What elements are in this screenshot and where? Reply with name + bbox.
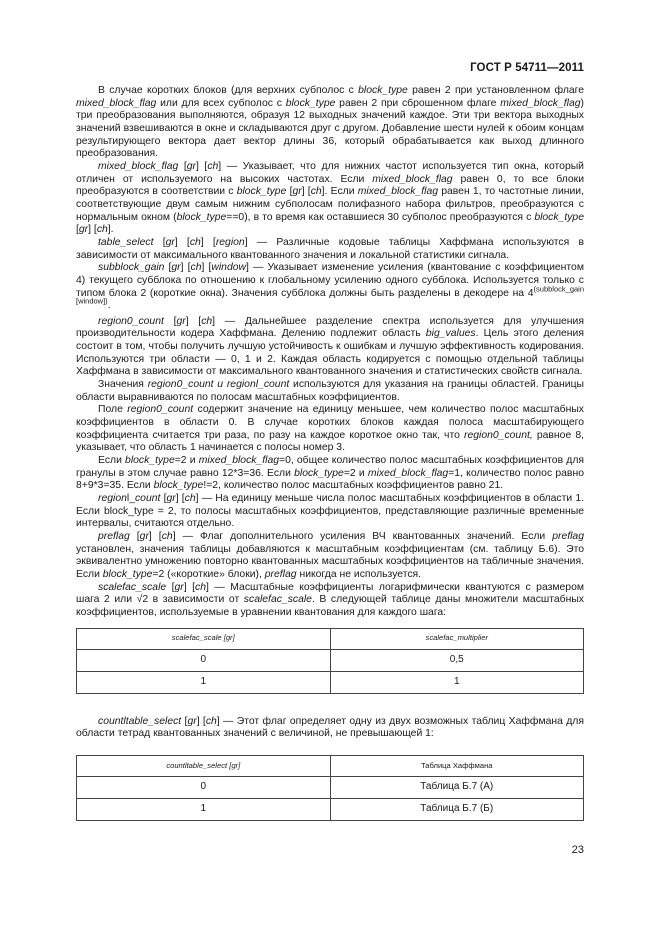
paragraph: В случае коротких блоков (для верхних субполос с block_type равен 2 при установленном флаге mixed_block_flag или для всех субполос с block_type равен 2 при сброшенном флаге mixed_block_flag) три преобразования выполняются, образуя 12 выходных значений каждое. Эти три вектора выходных значений взвешиваются в окне и складываются друг с другом. Добавление шести нулей к обоим концам результирующего вектора дает вектор длины 36, который обрабатывается как выход длинного преобразования. <box>76 85 585 160</box>
table-header-cell: scalefac_scale [gr] <box>77 628 331 649</box>
page-number: 23 <box>571 844 584 856</box>
paragraph: Если block_type=2 и mixed_block_flag=0, общее количество полос масштабных коэффициентов для гранулы в этом случае равно 12*3=36. Если block_type=2 и mixed_block_flag=1, количество полос равно 8+9*3=35. Если block_type!=2, количество полос масштабных коэффициентов равно 21. <box>76 455 585 492</box>
table-header-cell: Таблица Хаффмана <box>330 755 584 776</box>
table-row <box>77 798 584 820</box>
document-body <box>76 85 584 821</box>
paragraph: region0_count [gr] [ch] — Дальнейшее разделение спектра используется для улучшения производительности кодера Хаффмана. Делению подлежит область big_values. Цель этого деления состоит в том, чтобы получить лучшую устойчивость к ошибкам и лучшую эффективность кодирования. Используются три области — 0, 1 и 2. Каждая область кодируется с помощью отдельной таблицы Хаффмана в зависимости от максимального квантованного значения и статистических свойств сигнала. <box>76 315 584 378</box>
count1-table-select-paragraph: countltable_select [gr] [ch] — Этот флаг определяет одну из двух возможных таблиц Хаффмана для области тетрад квантованных значений с величиной, не превышающей 1: <box>76 715 584 740</box>
huffman-table <box>76 755 584 821</box>
page-header: ГОСТ Р 54711—2011 <box>470 62 584 74</box>
table-cell: 0 <box>77 776 331 798</box>
paragraph: mixed_block_flag [gr] [ch] — Указывает, что для нижних частот используется тип окна, который отличен от используемого на высоких частотах. Если mixed_block_flag равен 0, то все блоки преобразуются в соответствии с block_type [gr] [ch]. Если mixed_block_flag равен 1, то частотные линии, соответствующие двум самым нижним субполосам полифазного набора фильтров, преобразуются с нормальным окном (block_type==0), в то время как оставшиеся 30 субполос преобразуются с block_type [gr] [ch]. <box>76 160 585 236</box>
paragraph: scalefac_scale [gr] [ch] — Масштабные коэффициенты логарифмически квантуются с размером шага 2 или √2 в зависимости от scalefac_scale. В следующей таблице даны множители масштабных коэффициентов, используемые в уравнении квантования для каждого шага: <box>76 581 584 618</box>
paragraph: Значения region0_count и regionl_count используются для указания на границы областей. Границы области выравниваются по полосам масштабных коэффициентов. <box>76 379 584 403</box>
table-header-row <box>77 628 584 649</box>
table-row <box>77 671 584 693</box>
scalefac-table <box>76 628 584 694</box>
table-cell: Таблица Б.7 (Б) <box>330 798 584 820</box>
table-cell: 1 <box>77 671 331 693</box>
table-cell: 0,5 <box>330 649 584 671</box>
table-cell: 1 <box>77 798 331 820</box>
table-header-cell: scalefac_multiplier <box>330 628 584 649</box>
table-row <box>77 649 584 671</box>
paragraphs-container <box>76 85 584 620</box>
paragraph: subblock_gain [gr] [ch] [window] — Указывает изменение усиления (квантование с коэффициентом 4) текущего субблока по отношению к глобальному усилению одного субблока. Используется только с типом блока 2 (короткие окна). Значения субблока должны быть разделены в декодере на $4^{(subblock\_gain [window])}$. <box>76 262 584 312</box>
table-row <box>77 776 584 798</box>
table-cell: 1 <box>330 671 584 693</box>
paragraph: regionl_count [gr] [ch] — На единицу меньше числа полос масштабных коэффициентов в области 1. Если block_type = 2, то полосы масштабных коэффициентов, представляющие различные временные интервалы, считаются отдельно. <box>76 493 584 530</box>
paragraph: preflag [gr] [ch] — Флаг дополнительного усиления ВЧ квантованных значений. Если preflag установлен, значения таблицы добавляются к масштабным коэффициентам (см. таблицу Б.6). Это эквивалентно умножению повторно квантованных масштабных коэффициентов на табличные значения. Если block_type=2 («короткие» блоки), preflag никогда не используется. <box>76 530 584 580</box>
table-header-row <box>77 755 584 776</box>
paragraph: table_select [gr] [ch] [region] — Различные кодовые таблицы Хаффмана используются в зависимости от максимального квантованного значения и локальной статистики сигнала. <box>76 236 584 261</box>
table-header-cell: countltable_select [gr] <box>77 755 331 776</box>
table-cell: Таблица Б.7 (А) <box>330 776 584 798</box>
paragraph: Поле region0_count содержит значение на единицу меньшее, чем количество полос масштабных коэффициентов в области 0. В случае коротких блоков каждая полоса масштабирующего коэффициента считается три раза, по разу на каждое короткое окно так, что region0_count, равное 8, указывает, что область 1 начинается с полосы номер 3. <box>76 404 585 454</box>
table-cell: 0 <box>77 649 331 671</box>
